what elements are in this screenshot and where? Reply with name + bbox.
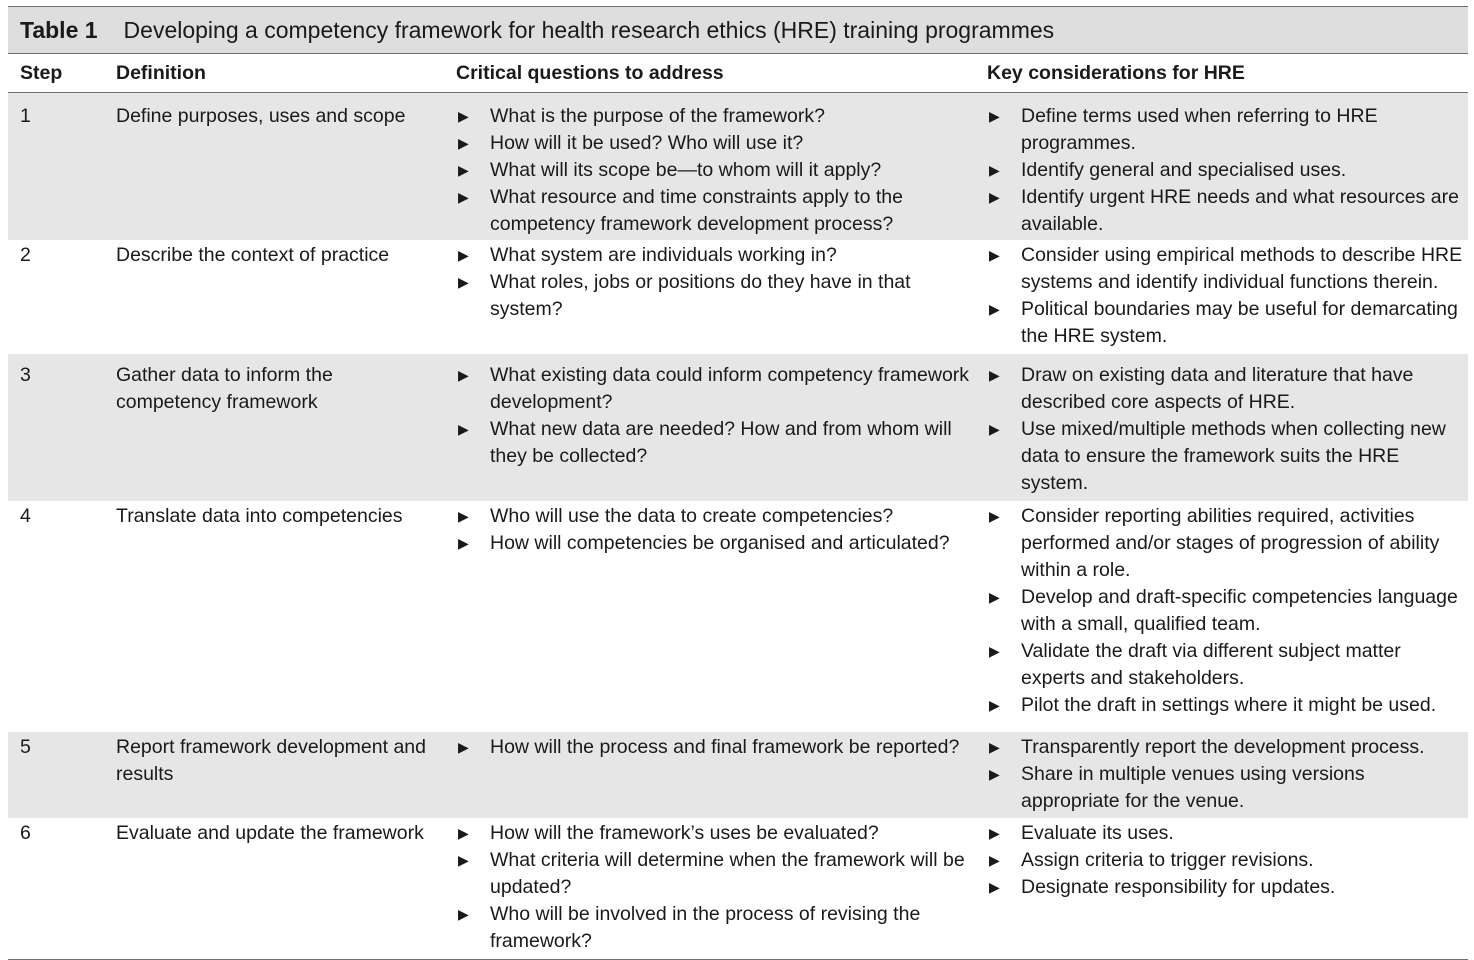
questions-list	[456, 734, 987, 761]
row-questions	[456, 503, 987, 719]
row-step: 6	[20, 822, 31, 844]
consideration-item: ▶ Draw on existing data and literature that have described core aspects of HRE.	[987, 362, 1468, 416]
row-questions	[456, 820, 987, 955]
consideration-item: ▶ Assign criteria to trigger revisions.	[987, 847, 1468, 874]
row-step: 2	[20, 244, 31, 266]
table-title: Developing a competency framework for health research ethics (HRE) training programmes	[123, 16, 1055, 43]
table-header	[8, 53, 1468, 93]
question-item: ▶ How will the process and final framework be reported?	[456, 734, 987, 761]
consideration-item: ▶ Consider reporting abilities required, activities performed and/or stages of progression of ability within a role.	[987, 503, 1468, 584]
table-body	[8, 93, 1468, 959]
considerations-list	[987, 734, 1468, 815]
table-row	[8, 93, 1468, 240]
question-item: ▶ How will competencies be organised and articulated?	[456, 530, 987, 557]
row-definition: Define purposes, uses and scope	[116, 105, 406, 127]
consideration-item: ▶ Consider using empirical methods to describe HRE systems and identify individual functions therein.	[987, 242, 1468, 296]
question-item: ▶ What will its scope be—to whom will it apply?	[456, 157, 987, 184]
header-questions: Critical questions to address	[456, 61, 724, 84]
questions-list	[456, 362, 987, 470]
row-definition: Gather data to inform the competency framework	[116, 364, 333, 413]
row-questions	[456, 734, 987, 815]
row-considerations	[987, 734, 1468, 815]
question-item: ▶ What existing data could inform competency framework development?	[456, 362, 987, 416]
question-item: ▶ What new data are needed? How and from whom will they be collected?	[456, 416, 987, 470]
consideration-item: ▶ Use mixed/multiple methods when collecting new data to ensure the framework suits the HRE system.	[987, 416, 1468, 497]
table-row	[8, 240, 1468, 354]
considerations-list	[987, 103, 1468, 238]
row-considerations	[987, 362, 1468, 497]
questions-list	[456, 820, 987, 955]
row-definition: Report framework development and results	[116, 736, 426, 785]
header-definition: Definition	[116, 61, 206, 84]
consideration-item: ▶ Identify urgent HRE needs and what resources are available.	[987, 184, 1468, 238]
question-item: ▶ What resource and time constraints apply to the competency framework development process?	[456, 184, 987, 238]
row-step: 1	[20, 105, 31, 127]
considerations-list	[987, 242, 1468, 350]
considerations-list	[987, 820, 1468, 901]
question-item: ▶ What system are individuals working in?	[456, 242, 987, 269]
row-considerations	[987, 242, 1468, 350]
row-step: 4	[20, 505, 31, 527]
header-step: Step	[20, 61, 63, 84]
competency-table	[8, 6, 1468, 960]
consideration-item: ▶ Transparently report the development process.	[987, 734, 1468, 761]
question-item: ▶ How will it be used? Who will use it?	[456, 130, 987, 157]
consideration-item: ▶ Pilot the draft in settings where it might be used.	[987, 692, 1468, 719]
consideration-item: ▶ Develop and draft-specific competencies language with a small, qualified team.	[987, 584, 1468, 638]
row-questions	[456, 103, 987, 238]
question-item: ▶ What is the purpose of the framework?	[456, 103, 987, 130]
table-label: Table 1	[20, 16, 98, 43]
consideration-item: ▶ Identify general and specialised uses.	[987, 157, 1468, 184]
question-item: ▶ Who will be involved in the process of revising the framework?	[456, 901, 987, 955]
questions-list	[456, 503, 987, 557]
table-caption	[8, 6, 1468, 53]
table-row	[8, 732, 1468, 818]
row-definition: Evaluate and update the framework	[116, 822, 424, 844]
considerations-list	[987, 503, 1468, 719]
consideration-item: ▶ Share in multiple venues using versions appropriate for the venue.	[987, 761, 1468, 815]
table-row	[8, 354, 1468, 501]
questions-list	[456, 103, 987, 238]
row-considerations	[987, 503, 1468, 719]
row-questions	[456, 362, 987, 497]
row-considerations	[987, 820, 1468, 955]
question-item: ▶ What criteria will determine when the framework will be updated?	[456, 847, 987, 901]
row-questions	[456, 242, 987, 350]
question-item: ▶ What roles, jobs or positions do they have in that system?	[456, 269, 987, 323]
questions-list	[456, 242, 987, 323]
consideration-item: ▶ Evaluate its uses.	[987, 820, 1468, 847]
question-item: ▶ How will the framework’s uses be evaluated?	[456, 820, 987, 847]
consideration-item: ▶ Designate responsibility for updates.	[987, 874, 1468, 901]
table-row	[8, 818, 1468, 959]
row-definition: Translate data into competencies	[116, 505, 403, 527]
considerations-list	[987, 362, 1468, 497]
consideration-item: ▶ Political boundaries may be useful for demarcating the HRE system.	[987, 296, 1468, 350]
row-step: 3	[20, 364, 31, 386]
question-item: ▶ Who will use the data to create competencies?	[456, 503, 987, 530]
row-considerations	[987, 103, 1468, 238]
row-definition: Describe the context of practice	[116, 244, 390, 266]
table-row	[8, 501, 1468, 732]
row-step: 5	[20, 736, 31, 758]
consideration-item: ▶ Define terms used when referring to HRE programmes.	[987, 103, 1468, 157]
consideration-item: ▶ Validate the draft via different subject matter experts and stakeholders.	[987, 638, 1468, 692]
header-considerations: Key considerations for HRE	[987, 61, 1245, 84]
